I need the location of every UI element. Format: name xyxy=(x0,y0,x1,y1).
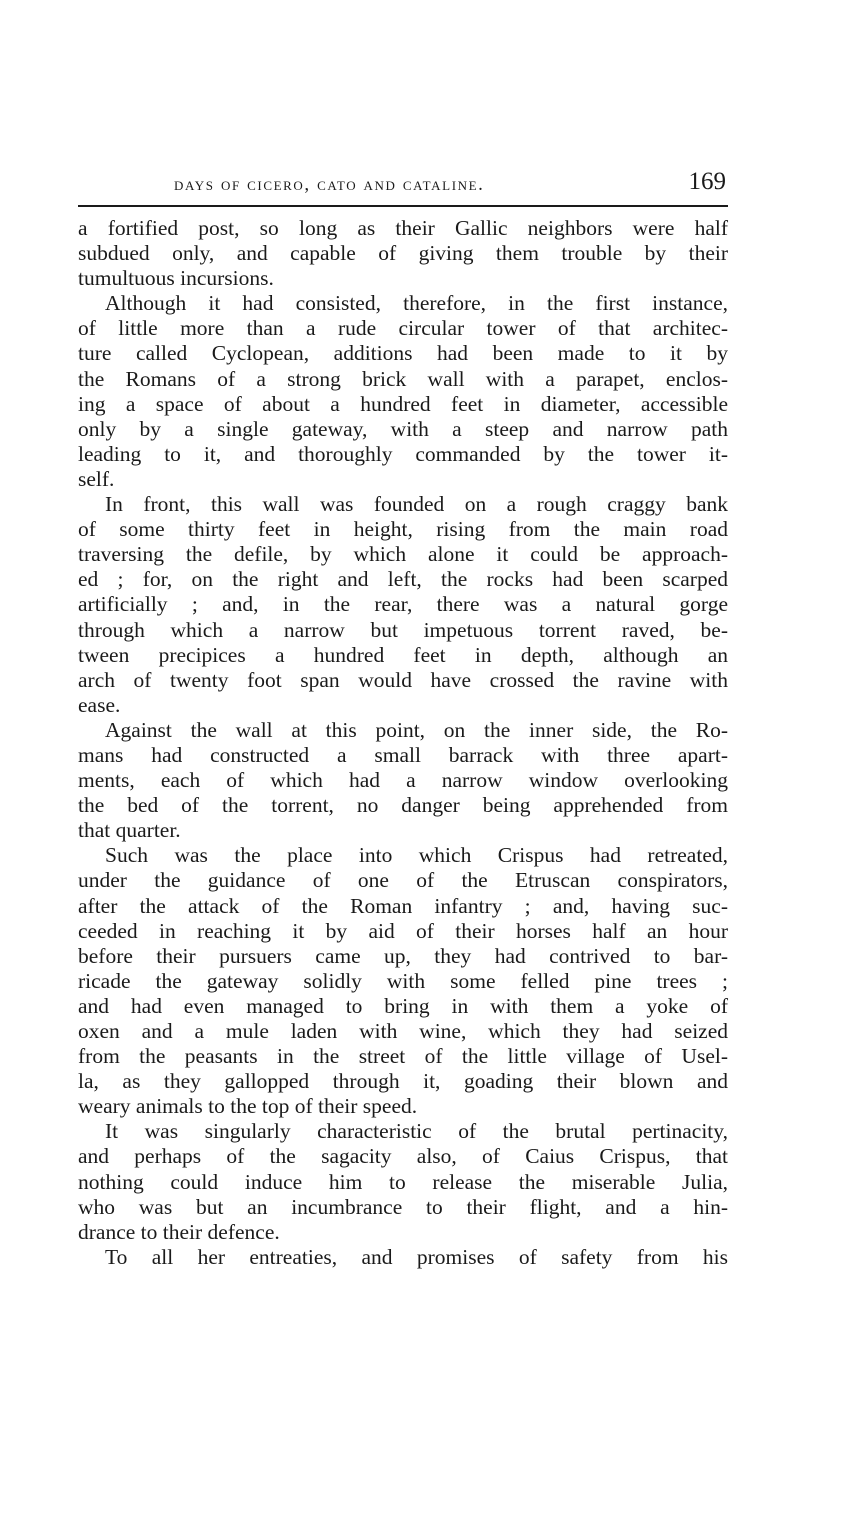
text-line: ed ; for, on the right and left, the rocks had been scarped xyxy=(78,567,728,592)
text-line: In front, this wall was founded on a rough craggy bank xyxy=(105,492,728,517)
text-line: who was but an incumbrance to their flight, and a hin- xyxy=(78,1194,728,1219)
header-rule xyxy=(78,205,728,207)
text-line: traversing the defile, by which alone it could be approach- xyxy=(78,542,728,567)
text-line: a fortified post, so long as their Gallic neighbors were half xyxy=(78,216,728,240)
text-line: ing a space of about a hundred feet in diameter, accessible xyxy=(78,391,728,416)
text-line: the Romans of a strong brick wall with a parapet, enclos- xyxy=(78,366,728,391)
text-line: tween precipices a hundred feet in depth, although an xyxy=(78,642,728,667)
text-line: nothing could induce him to release the miserable Julia, xyxy=(78,1169,728,1194)
text-line: ture called Cyclopean, additions had been made to it by xyxy=(78,341,728,366)
body-text xyxy=(78,216,728,1270)
text-line: tumultuous incursions. xyxy=(78,266,274,291)
text-line: leading to it, and thoroughly commanded by the tower it- xyxy=(78,441,728,466)
text-line: mans had constructed a small barrack with three apart- xyxy=(78,742,728,767)
text-line: arch of twenty foot span would have crossed the ravine with xyxy=(78,667,728,692)
text-line: of little more than a rude circular tower of that architec- xyxy=(78,316,728,341)
text-line: Against the wall at this point, on the inner side, the Ro- xyxy=(105,717,728,742)
text-line: oxen and a mule laden with wine, which they had seized xyxy=(78,1019,728,1043)
text-line: Such was the place into which Crispus had retreated, xyxy=(105,843,728,868)
text-line: under the guidance of one of the Etruscan conspirators, xyxy=(78,868,728,893)
text-line: subdued only, and capable of giving them trouble by their xyxy=(78,241,728,266)
text-line: after the attack of the Roman infantry ; and, having suc- xyxy=(78,893,728,918)
text-line: only by a single gateway, with a steep and narrow path xyxy=(78,416,728,441)
text-line: To all her entreaties, and promises of safety from his xyxy=(105,1244,728,1269)
text-line: that quarter. xyxy=(78,818,181,843)
text-line: and had even managed to bring in with them a yoke of xyxy=(78,993,728,1018)
text-line: and perhaps of the sagacity also, of Caius Crispus, that xyxy=(78,1144,728,1169)
text-line: la, as they gallopped through it, goading their blown and xyxy=(78,1069,728,1094)
text-line: ceeded in reaching it by aid of their horses half an hour xyxy=(78,918,728,943)
text-line: weary animals to the top of their speed. xyxy=(78,1094,418,1119)
text-line: ments, each of which had a narrow window overlooking xyxy=(78,768,728,793)
text-line: self. xyxy=(78,466,115,491)
text-line: from the peasants in the street of the little village of Usel- xyxy=(78,1044,728,1069)
running-head xyxy=(78,168,730,200)
text-line: the bed of the torrent, no danger being apprehended from xyxy=(78,793,728,818)
text-line: ricade the gateway solidly with some felled pine trees ; xyxy=(78,968,728,993)
text-line: of some thirty feet in height, rising from the main road xyxy=(78,517,728,542)
page-number: 169 xyxy=(688,168,726,195)
text-line: It was singularly characteristic of the brutal pertinacity, xyxy=(105,1119,728,1144)
text-line: through which a narrow but impetuous torrent raved, be- xyxy=(78,617,728,642)
text-line: artificially ; and, in the rear, there was a natural gorge xyxy=(78,592,728,617)
running-title: days of cicero, cato and cataline. xyxy=(174,174,485,195)
text-line: ease. xyxy=(78,692,121,717)
text-line: drance to their defence. xyxy=(78,1219,280,1244)
text-line: before their pursuers came up, they had contrived to bar- xyxy=(78,943,728,968)
text-line: Although it had consisted, therefore, in the first instance, xyxy=(105,291,728,316)
